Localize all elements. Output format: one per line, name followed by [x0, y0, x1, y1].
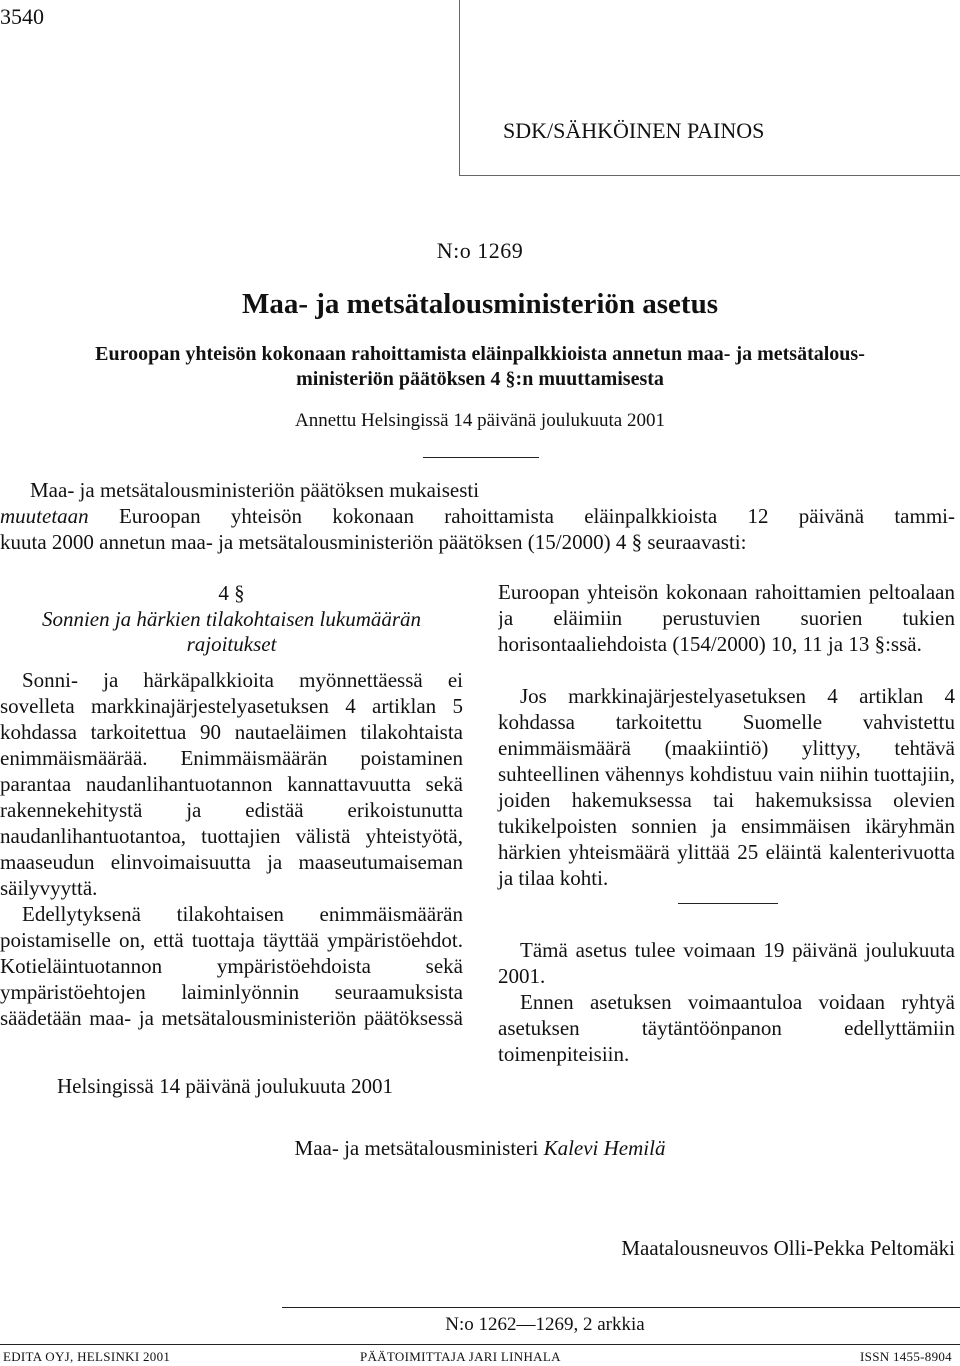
section-paragraph-3: Jos markkinajärjestelyasetuksen 4 artiklan 4 kohdassa tarkoitettu Suomelle vahvistettu enimmäismäärä (maakiintiö) ylittyy, tehtävä suhteellinen vähennys kohdistuu vain niihin tuottajiin, joiden hakemuksessa tai hakemuksissa olevien tukikelpoisten sonnien ja ensimmäisen ikäryhmän härkien yhteismäärä ylittää 25 eläintä kalenterivuotta ja tilaa kohti.: [498, 684, 955, 890]
right-column: [498, 579, 955, 1067]
section-paragraph-2-continued: [498, 579, 955, 683]
intro-line2-rest: Euroopan yhteisön kokonaan rahoittamista eläinpalkkioista 12 päivänä tammi-: [88, 504, 955, 528]
section-number: 4 §: [218, 581, 245, 605]
page-number: 3540: [0, 4, 44, 29]
act-number: N:o 1269: [436, 238, 524, 263]
edition-label: [459, 118, 960, 144]
act-subtitle-line2: ministeriön päätöksen 4 §:n muuttamisesta: [296, 368, 664, 390]
official-signature: Maatalousneuvos Olli-Pekka Peltomäki: [621, 1236, 955, 1260]
intro-verb: muutetaan: [0, 504, 89, 528]
edition-text: SDK/SÄHKÖINEN PAINOS: [503, 118, 765, 143]
entry-paragraph-1: Tämä asetus tulee voimaan 19 päivänä joulukuuta 2001.: [498, 938, 955, 988]
section-paragraph-2: Edellytyksenä tilakohtaisen enimmäismäärän poistamiselle on, että tuottaja täyttää ympäristöehdot. Kotieläintuotannon ympäristöehdoista sekä ympäristöehtojen laiminlyönnin seuraamuksista säädetään maa- ja metsätalousministeriön päätöksessä: [0, 902, 463, 1030]
left-column: [0, 579, 463, 1031]
intro-line3: kuuta 2000 annetun maa- ja metsätalousministeriön päätöksen (15/2000) 4 § seuraavasti:: [0, 530, 747, 554]
separator-rule-right: [678, 903, 778, 904]
footer-sheets: [0, 1314, 960, 1336]
footer-publisher: EDITA OYJ, HELSINKI 2001: [3, 1349, 171, 1364]
separator-rule: [423, 457, 539, 458]
act-subtitle: [0, 342, 960, 392]
footer-rule-top: [282, 1307, 960, 1308]
footer-editor: PÄÄTOIMITTAJA JARI LINHALA: [360, 1349, 561, 1364]
section-paragraph-2-tail: Euroopan yhteisön kokonaan rahoittamien peltoalaan ja eläimiin perustuvien suorien tukien horisontaaliehdoista (154/2000) 10, 11 ja 13 §:ssä.: [498, 580, 955, 656]
minister-title: Maa- ja metsätalousministeri: [294, 1136, 539, 1160]
intro-line1: Maa- ja metsätalousministeriön päätöksen mukaisesti: [30, 478, 480, 502]
section-title: Sonnien ja härkien tilakohtaisen lukumäärän rajoitukset: [41, 607, 422, 656]
act-title: Maa- ja metsätalousministeriön asetus: [241, 288, 719, 320]
entry-paragraph-2: Ennen asetuksen voimaantuloa voidaan ryhtyä asetuksen täytäntöönpanon edellyttämiin toimenpiteisiin.: [498, 990, 955, 1066]
edition-box: [459, 0, 960, 176]
section-paragraph-1: Sonni- ja härkäpalkkioita myönnettäessä ei sovelleta markkinajärjestelyasetuksen 4 artiklan 5 kohdassa tarkoitettua 90 nautaeläimen tilakohtaista enimmäismäärää. Enimmäismäärän poistaminen parantaa naudanlihantuotannon kannattavuutta sekä rakennekehitystä ja edistää erikoistunutta naudanlihantuotantoa, tuottajien välistä yhteistyötä, maaseudun elinvoimaisuutta ja maaseutumaiseman säilyvyyttä.: [0, 668, 463, 900]
intro-line2: [0, 503, 955, 529]
minister-name: Kalevi Hemilä: [543, 1136, 666, 1160]
minister-signature: [0, 1136, 960, 1161]
given-date: Annettu Helsingissä 14 päivänä joulukuuta 2001: [295, 410, 665, 431]
act-subtitle-line1: Euroopan yhteisön kokonaan rahoittamista eläinpalkkioista annetun maa- ja metsätalous-: [95, 343, 865, 365]
sign-place-date: Helsingissä 14 päivänä joulukuuta 2001: [57, 1074, 393, 1098]
footer-rule-bottom: [0, 1344, 960, 1345]
footer-sheets-text: N:o 1262—1269, 2 arkkia: [445, 1314, 645, 1335]
footer-issn: ISSN 1455-8904: [860, 1349, 952, 1364]
spacer: [498, 891, 955, 937]
